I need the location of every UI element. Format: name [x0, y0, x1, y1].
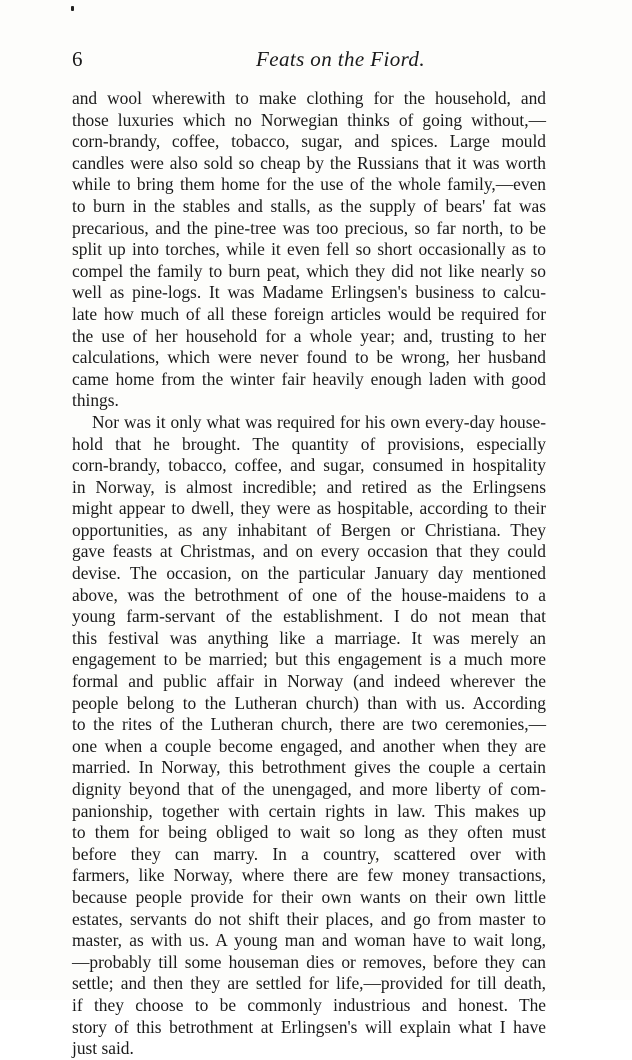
paragraph	[72, 88, 546, 412]
text-line: to the rites of the Lutheran church, there are two ceremonies,—	[72, 714, 546, 735]
text-line: corn-brandy, coffee, tobacco, sugar, and spices. Large mould	[72, 131, 546, 152]
text-line: the use of her household for a whole year; and, trusting to her	[72, 325, 546, 346]
text-line: before they can marry. In a country, scattered over with	[72, 843, 546, 864]
text-line: compel the family to burn peat, which they did not like nearly so	[72, 260, 546, 281]
text-line: gave feasts at Christmas, and on every occasion that they could	[72, 541, 546, 562]
text-line: story of this betrothment at Erlingsen's will explain what I have	[72, 1016, 546, 1037]
text-line: corn-brandy, tobacco, coffee, and sugar, consumed in hospitality	[72, 455, 546, 476]
text-line: farmers, like Norway, where there are few money transactions,	[72, 865, 546, 886]
text-line: this festival was anything like a marriage. It was merely an	[72, 627, 546, 648]
text-line: candles were also sold so cheap by the Russians that it was worth	[72, 152, 546, 173]
text-line: came home from the winter fair heavily enough laden with good	[72, 368, 546, 389]
text-line: above, was the betrothment of one of the house-maidens to a	[72, 584, 546, 605]
text-line: married. In Norway, this betrothment gives the couple a certain	[72, 757, 546, 778]
text-line: those luxuries which no Norwegian thinks of going without,—	[72, 109, 546, 130]
text-line: Nor was it only what was required for his own every-day house-	[92, 411, 546, 432]
text-line: one when a couple become engaged, and another when they are	[72, 735, 546, 756]
text-line: hold that he brought. The quantity of provisions, especially	[72, 433, 546, 454]
text-line: young farm-servant of the establishment. I do not mean that	[72, 606, 546, 627]
text-line: and wool wherewith to make clothing for the household, and	[72, 88, 546, 108]
text-line: well as pine-logs. It was Madame Erlingsen's business to calcu-	[72, 282, 546, 303]
text-line: opportunities, as any inhabitant of Bergen or Christiana. They	[72, 519, 546, 540]
text-line: to burn in the stables and stalls, as the supply of bears' fat was	[72, 195, 546, 216]
text-line: calculations, which were never found to be wrong, her husband	[72, 347, 546, 368]
text-line: split up into torches, while it even fell so short occasionally as to	[72, 239, 546, 260]
text-line: precarious, and the pine-tree was too precious, so far north, to be	[72, 217, 546, 238]
ink-speck	[71, 6, 74, 11]
text-line: devise. The occasion, on the particular January day mentioned	[72, 563, 546, 584]
text-line: because people provide for their own wants on their own little	[72, 886, 546, 907]
text-line: engagement to be married; but this engagement is a much more	[72, 649, 546, 670]
text-line: formal and public affair in Norway (and indeed wherever the	[72, 671, 546, 692]
body-text	[72, 88, 546, 1060]
text-line: people belong to the Lutheran church) than with us. According	[72, 692, 546, 713]
text-line: if they choose to be commonly industrious and honest. The	[72, 994, 546, 1015]
text-line: master, as with us. A young man and woman have to wait long,	[72, 930, 546, 951]
text-line: dignity beyond that of the unengaged, and more liberty of com-	[72, 779, 546, 799]
text-line: late how much of all these foreign articles would be required for	[72, 303, 546, 324]
text-line: settle; and then they are settled for life,—provided for till death,	[72, 973, 546, 994]
running-head: Feats on the Fiord.	[256, 47, 425, 71]
text-line: while to bring them home for the use of the whole family,—even	[72, 174, 546, 195]
paragraph	[72, 412, 546, 1060]
text-line: —probably till some houseman dies or removes, before they can	[72, 951, 546, 972]
text-line: things.	[72, 390, 119, 411]
page-header	[72, 45, 546, 77]
text-line: might appear to dwell, they were as hospitable, according to their	[72, 498, 546, 519]
text-line: estates, servants do not shift their places, and go from master to	[72, 908, 546, 929]
text-line: just said.	[72, 1038, 134, 1059]
text-line: to them for being obliged to wait so long as they often must	[72, 822, 546, 843]
text-line: panionship, together with certain rights in law. This makes up	[72, 800, 546, 821]
text-line: in Norway, is almost incredible; and retired as the Erlingsens	[72, 476, 546, 497]
page-number: 6	[72, 47, 83, 71]
